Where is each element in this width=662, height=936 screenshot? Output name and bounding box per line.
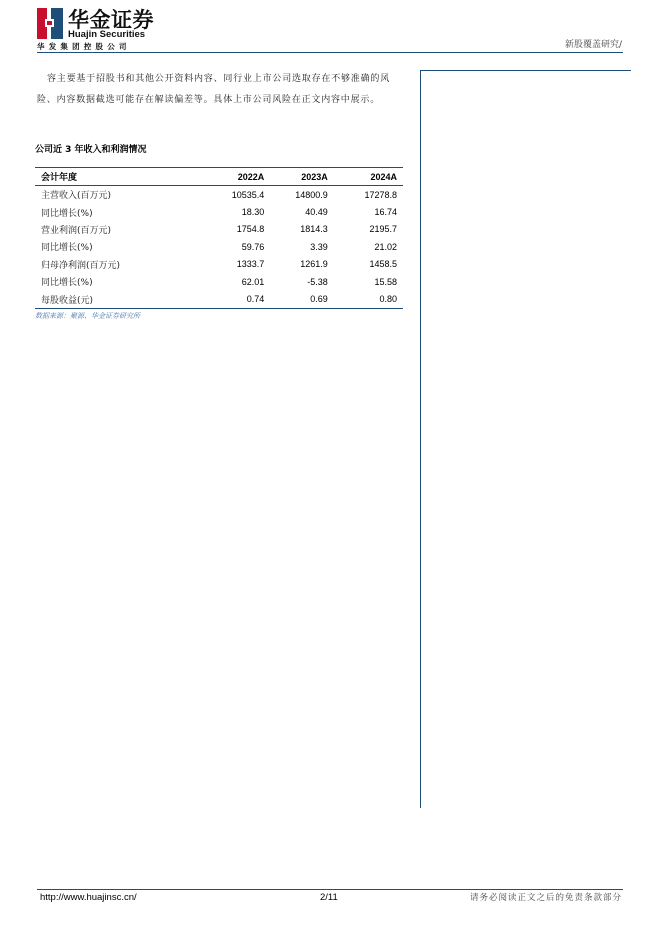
table-cell: 59.76 [241, 241, 265, 252]
row-label: 每股收益(元) [35, 290, 201, 308]
row-label: 归母净利润(百万元) [41, 260, 121, 271]
column-header: 2023A [264, 168, 327, 186]
table-cell: 21.02 [374, 241, 397, 252]
page-number: 2/11 [320, 892, 338, 903]
table-cell: 1814.3 [300, 224, 328, 235]
intro-paragraph: 容主要基于招股书和其他公开资料内容、同行业上市公司选取存在不够准确的风险、内容数据截选可能存在解读偏差等。具体上市公司风险在正文内容中展示。 [37, 74, 391, 105]
table-header-row [35, 168, 403, 186]
table-title: 公司近 3 年收入和利润情况 [35, 145, 147, 155]
table-row [35, 290, 403, 308]
table-cell: 15.58 [374, 276, 397, 287]
table-row [35, 238, 403, 255]
table-cell: 40.49 [305, 207, 328, 218]
column-header: 2022A [201, 168, 264, 186]
table-cell: 0.69 [264, 290, 327, 308]
column-header: 2024A [328, 168, 403, 186]
table-cell: 1333.7 [236, 259, 265, 270]
table-row [35, 186, 403, 204]
data-source-note: 数据来源：聚源、华金证券研究所 [35, 312, 140, 320]
table-cell: 1458.5 [369, 259, 397, 270]
table-row [35, 256, 403, 273]
table-cell: 0.80 [328, 290, 403, 308]
row-label: 同比增长(%) [41, 208, 93, 219]
sidebar-frame [420, 70, 631, 808]
table-cell: 1754.8 [236, 224, 265, 235]
parent-group-label: 华发集团控股公司 [37, 42, 131, 51]
company-logo-english: Huajin Securities [68, 29, 146, 40]
footer-website-link[interactable]: http://www.huajinsc.cn/ [40, 892, 137, 903]
table-cell: 0.74 [201, 290, 264, 308]
row-label: 营业利润(百万元) [41, 225, 112, 236]
row-label: 同比增长(%) [41, 243, 93, 254]
table-cell: 14800.9 [295, 189, 328, 200]
table-cell: -5.38 [307, 276, 328, 287]
table-cell: 3.39 [310, 241, 328, 252]
financial-summary-table [35, 167, 403, 309]
table-row [35, 203, 403, 220]
table-row [35, 221, 403, 238]
table-cell: 16.74 [374, 207, 397, 218]
table-cell: 2195.7 [369, 224, 397, 235]
column-header: 会计年度 [35, 168, 201, 186]
company-logo-mark [37, 8, 63, 39]
table-row [35, 273, 403, 290]
footer-disclaimer: 请务必阅读正文之后的免责条款部分 [469, 893, 622, 903]
table-cell: 18.30 [241, 207, 265, 218]
row-label: 同比增长(%) [41, 278, 93, 289]
row-label: 主营收入(百万元) [41, 191, 112, 202]
header-rule [37, 52, 623, 53]
report-section-label: 新股覆盖研究/ [564, 40, 622, 50]
table-cell: 10535.4 [231, 189, 265, 200]
table-cell: 1261.9 [300, 259, 328, 270]
table-cell: 17278.8 [364, 189, 397, 200]
footer-rule [37, 889, 623, 890]
company-logo-chinese: 华金证券 [68, 8, 154, 32]
table-cell: 62.01 [241, 276, 265, 287]
